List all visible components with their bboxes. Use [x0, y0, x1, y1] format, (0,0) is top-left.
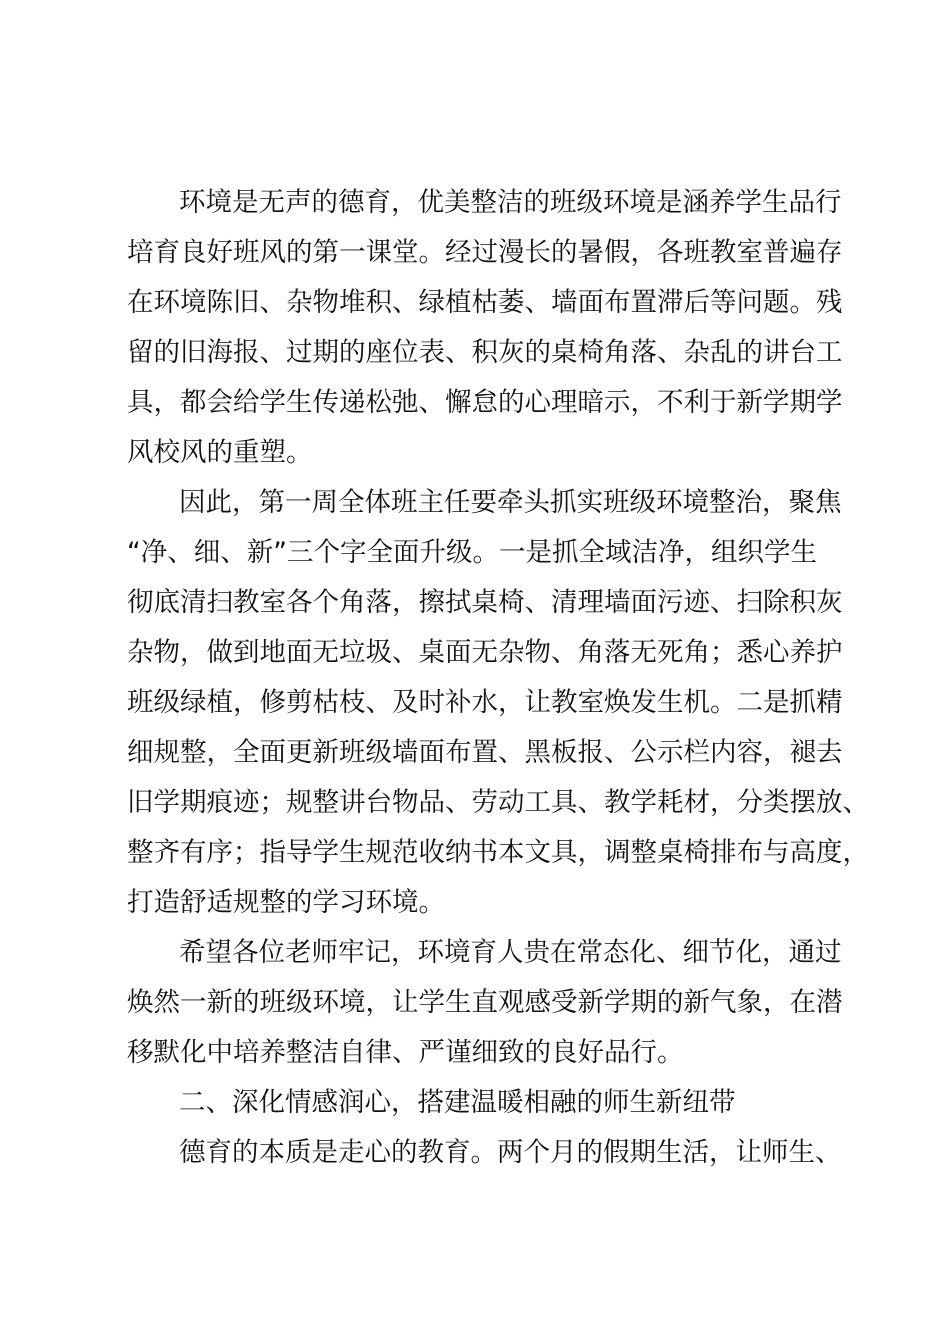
section-heading	[127, 1078, 832, 1128]
text-line: 打造舒适规整的学习环境。	[127, 887, 445, 918]
text-line: 二、深化情感润心，搭建温暖相融的师生新纽带	[179, 1087, 736, 1118]
text-line: 班级绿植，修剪枯枝、及时补水，让教室焕发生机。二是抓精	[127, 687, 843, 718]
text-line: 希望各位老师牢记，环境育人贵在常态化、细节化，通过	[179, 937, 842, 968]
document-body	[127, 178, 869, 1178]
text-line: 整齐有序；指导学生规范收纳书本文具，调整桌椅排布与高度，	[127, 837, 869, 868]
paragraph-environment-summary	[127, 928, 843, 1078]
text-line: 彻底清扫教室各个角落，擦拭桌椅、清理墙面污迹、扫除积灰	[127, 587, 843, 618]
paragraph-environment-intro	[127, 178, 843, 478]
text-line: 移默化中培养整洁自律、严谨细致的良好品行。	[127, 1037, 684, 1068]
text-line: 环境是无声的德育，优美整洁的班级环境是涵养学生品行	[179, 187, 842, 218]
text-line: “净、细、新”三个字全面升级。一是抓全域洁净，组织学生	[127, 537, 817, 568]
text-line: 留的旧海报、过期的座位表、积灰的桌椅角落、杂乱的讲台工	[127, 337, 843, 368]
text-line: 焕然一新的班级环境，让学生直观感受新学期的新气象，在潜	[127, 987, 843, 1018]
text-line: 在环境陈旧、杂物堆积、绿植枯萎、墙面布置滞后等问题。残	[127, 287, 843, 318]
paragraph-emotional-education	[127, 1128, 842, 1178]
text-line: 因此，第一周全体班主任要牵头抓实班级环境整治，聚焦	[179, 487, 842, 518]
text-line: 杂物，做到地面无垃圾、桌面无杂物、角落无死角；悉心养护	[127, 637, 843, 668]
paragraph-environment-actions	[127, 478, 869, 928]
text-line: 旧学期痕迹；规整讲台物品、劳动工具、教学耗材，分类摆放、	[127, 787, 869, 818]
text-line: 具，都会给学生传递松弛、懈怠的心理暗示，不利于新学期学	[127, 387, 843, 418]
text-line: 细规整，全面更新班级墙面布置、黑板报、公示栏内容，褪去	[127, 737, 843, 768]
text-line: 德育的本质是走心的教育。两个月的假期生活，让师生、	[179, 1137, 842, 1168]
text-line: 风校风的重塑。	[127, 437, 313, 468]
text-line: 培育良好班风的第一课堂。经过漫长的暑假，各班教室普遍存	[127, 237, 843, 268]
